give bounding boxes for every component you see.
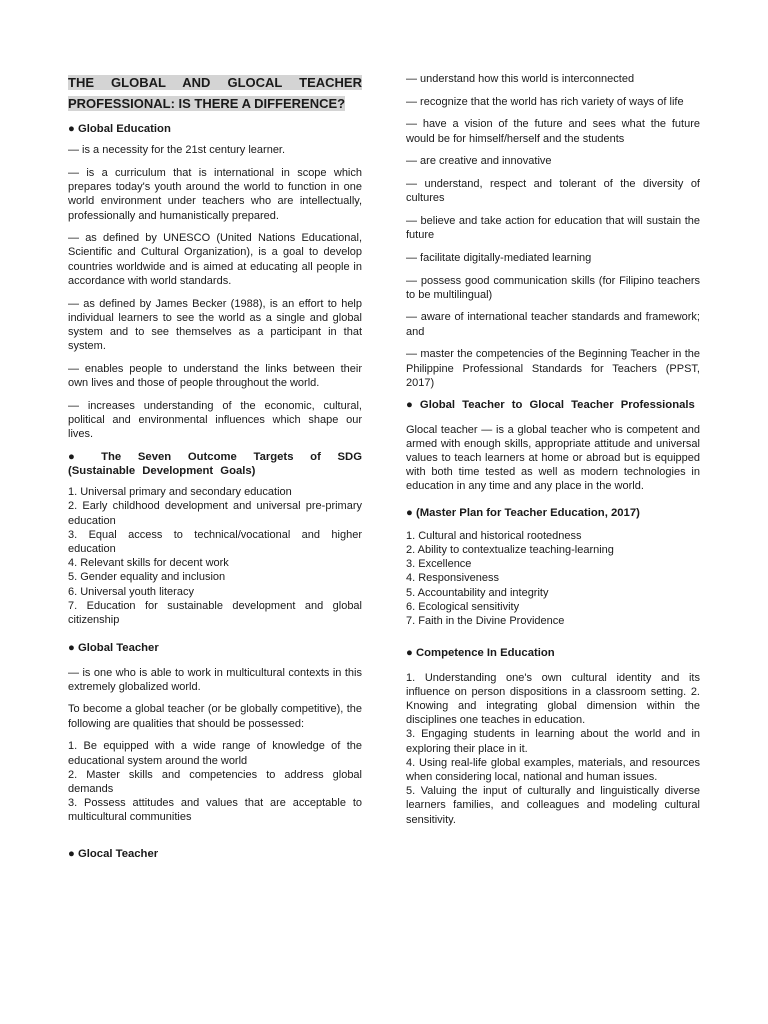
paragraph: Glocal teacher — is a global teacher who is competent and armed with enough skills, appropriate attitude and universal values to teach learners at home or abroad but is equipped with both time tested as well as modern technologies in education in any time and any place in the world. [406,423,700,493]
list-item: 1. Universal primary and secondary education [68,486,292,499]
glocal-teacher-heading: ● Glocal Teacher [68,847,159,860]
list-item: 3. Possess attitudes and values that are acceptable to multicultural communities [68,797,362,824]
list-item: 3. Engaging students in learning about the world and in exploring their place in it. [406,728,700,755]
paragraph: — as defined by James Becker (1988), is an effort to help individual learners to see the world as a single and global system and to see themselves as a participant in that system. [68,297,362,353]
global-teacher-qualities-list [68,739,362,824]
master-plan-heading: ● (Master Plan for Teacher Education, 2017) [406,506,640,519]
sdg-list [68,485,362,627]
master-plan-list [406,529,700,628]
paragraph: — master the competencies of the Beginning Teacher in the Philippine Professional Standards for Teachers (PPST, 2017) [406,348,700,389]
sdg-heading: ● The Seven Outcome Targets of SDG (Sustainable Development Goals) [68,450,362,478]
list-item: 1. Understanding one's own cultural identity and its influence on person dispositions in a classroom setting. 2. Knowing and integrating global dimension within the disciplines one teaches in education. [406,671,700,727]
global-teacher-heading: ● Global Teacher [68,642,159,655]
list-item: 3. Equal access to technical/vocational and higher education [68,528,362,556]
list-item: 7. Faith in the Divine Providence [406,615,565,628]
list-item: 6. Universal youth literacy [68,585,194,598]
global-education-heading: ● Global Education [68,123,171,135]
document-title: THE GLOBAL AND GLOCAL TEACHER PROFESSIONAL: IS THERE A DIFFERENCE? [68,75,362,111]
list-item: 5. Valuing the input of culturally and linguistically diverse learners families, and colleagues and modeling cultural sensitivity. [406,785,700,826]
competence-heading: ● Competence In Education [406,647,555,660]
paragraph: — aware of international teacher standards and framework; and [406,311,700,338]
paragraph: To become a global teacher (or be globally competitive), the following are qualities that should be possessed: [68,703,362,730]
list-item: 5. Gender equality and inclusion [68,571,226,584]
list-item: 5. Accountability and integrity [406,586,549,599]
paragraph: — is a curriculum that is international in scope which prepares today's youth around the world to function in one world environment under teachers who are intellectually, professionally and humanistically prepared. [68,166,362,222]
competence-list [406,671,700,827]
list-item: 6. Ecological sensitivity [406,600,520,613]
list-item: 4. Using real-life global examples, materials, and resources when considering local, national and human issues. [406,756,700,783]
paragraph: — have a vision of the future and sees what the future would be for himself/herself and the students [406,118,700,145]
list-item: 4. Responsiveness [406,572,499,585]
paragraph: — believe and take action for education that will sustain the future [406,214,700,242]
paragraph: — possess good communication skills (for Filipino teachers to be multilingual) [406,274,700,301]
paragraph: — are creative and innovative [406,155,552,168]
paragraph: — enables people to understand the links between their own lives and those of people throughout the world. [68,362,362,390]
list-item: 2. Early childhood development and universal pre-primary education [68,500,362,527]
list-item: 3. Excellence [406,558,472,571]
paragraph: — is a necessity for the 21st century learner. [68,144,286,157]
global-to-glocal-heading: ● Global Teacher to Glocal Teacher Professionals [406,399,695,412]
paragraph: — as defined by UNESCO (United Nations Educational, Scientific and Cultural Organization), is a goal to develop countries worldwide and is aimed at educating all people in accordance with world standards. [68,232,362,287]
paragraph: — increases understanding of the economic, cultural, political and environmental influences which shape our lives. [68,399,362,441]
left-column [68,72,362,868]
paragraph: — understand, respect and tolerant of the diversity of cultures [406,178,700,205]
list-item: 4. Relevant skills for decent work [68,557,229,570]
list-item: 1. Cultural and historical rootedness [406,529,582,542]
paragraph: — is one who is able to work in multicultural contexts in this extremely globalized world. [68,666,362,693]
right-column [406,72,700,841]
paragraph: — facilitate digitally-mediated learning [406,251,592,264]
list-item: 1. Be equipped with a wide range of knowledge of the educational system around the world [68,740,362,767]
list-item: 7. Education for sustainable development and global citizenship [68,599,362,627]
list-item: 2. Ability to contextualize teaching-learning [406,544,614,557]
paragraph: — understand how this world is interconnected [406,73,635,85]
paragraph: — recognize that the world has rich variety of ways of life [406,95,684,108]
list-item: 2. Master skills and competencies to address global demands [68,768,362,795]
